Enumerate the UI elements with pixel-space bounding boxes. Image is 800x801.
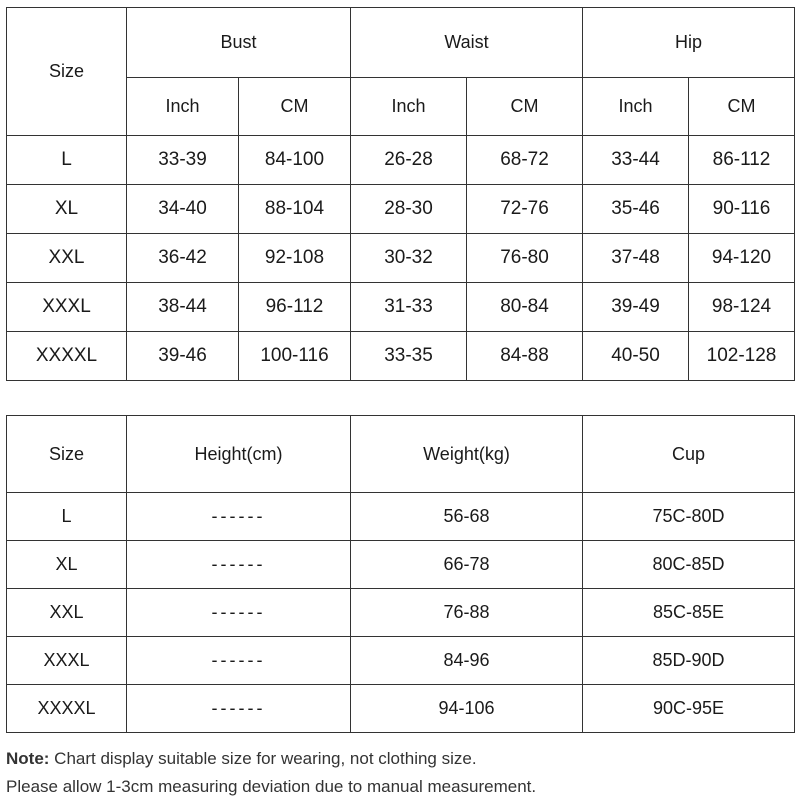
weight-cell: 94-106 <box>351 685 583 733</box>
hip-inch-cell: 39-49 <box>583 283 689 332</box>
hip-cm-cell: 86-112 <box>689 136 795 185</box>
hip-cm-cell: 94-120 <box>689 234 795 283</box>
size-cell: XL <box>7 185 127 234</box>
size-header: Size <box>7 416 127 493</box>
bust-inch-cell: 38-44 <box>127 283 239 332</box>
size-cell: L <box>7 493 127 541</box>
size-cell: XXXL <box>7 637 127 685</box>
waist-header: Waist <box>351 8 583 78</box>
hip-inch-cell: 33-44 <box>583 136 689 185</box>
bust-cm-cell: 92-108 <box>239 234 351 283</box>
waist-cm-cell: 72-76 <box>467 185 583 234</box>
waist-cm-header: CM <box>467 78 583 136</box>
hip-inch-cell: 35-46 <box>583 185 689 234</box>
waist-cm-cell: 68-72 <box>467 136 583 185</box>
bust-inch-header: Inch <box>127 78 239 136</box>
waist-cm-cell: 84-88 <box>467 332 583 381</box>
size-cell: XXXL <box>7 283 127 332</box>
weight-cell: 84-96 <box>351 637 583 685</box>
cup-cell: 75C-80D <box>583 493 795 541</box>
hip-inch-cell: 40-50 <box>583 332 689 381</box>
waist-cm-cell: 76-80 <box>467 234 583 283</box>
hip-inch-cell: 37-48 <box>583 234 689 283</box>
fit-reference-table <box>6 415 795 733</box>
bust-inch-cell: 39-46 <box>127 332 239 381</box>
height-cell: ------ <box>127 589 351 637</box>
hip-inch-header: Inch <box>583 78 689 136</box>
table-row <box>7 136 795 185</box>
bust-header: Bust <box>127 8 351 78</box>
body-measurements-table <box>6 7 795 381</box>
waist-inch-cell: 28-30 <box>351 185 467 234</box>
cup-cell: 85C-85E <box>583 589 795 637</box>
size-cell: XXXXL <box>7 332 127 381</box>
size-cell: XL <box>7 541 127 589</box>
bust-cm-cell: 100-116 <box>239 332 351 381</box>
height-cell: ------ <box>127 493 351 541</box>
waist-cm-cell: 80-84 <box>467 283 583 332</box>
table-row <box>7 283 795 332</box>
height-cell: ------ <box>127 541 351 589</box>
waist-inch-cell: 31-33 <box>351 283 467 332</box>
bust-cm-cell: 84-100 <box>239 136 351 185</box>
weight-header: Weight(kg) <box>351 416 583 493</box>
hip-cm-cell: 102-128 <box>689 332 795 381</box>
note-label: Note: <box>6 749 50 768</box>
size-cell: XXXXL <box>7 685 127 733</box>
cup-header: Cup <box>583 416 795 493</box>
height-header: Height(cm) <box>127 416 351 493</box>
bust-cm-cell: 96-112 <box>239 283 351 332</box>
cup-cell: 80C-85D <box>583 541 795 589</box>
weight-cell: 76-88 <box>351 589 583 637</box>
table-row <box>7 234 795 283</box>
notes <box>6 745 536 801</box>
size-header: Size <box>7 8 127 136</box>
waist-inch-header: Inch <box>351 78 467 136</box>
note-text: Chart display suitable size for wearing, not clothing size. <box>49 749 477 768</box>
note-line-1 <box>6 745 536 773</box>
hip-header: Hip <box>583 8 795 78</box>
cup-cell: 85D-90D <box>583 637 795 685</box>
table-row <box>7 637 795 685</box>
table-row <box>7 541 795 589</box>
size-cell: XXL <box>7 234 127 283</box>
note-line-2: Please allow 1-3cm measuring deviation due to manual measurement. <box>6 777 537 796</box>
cup-cell: 90C-95E <box>583 685 795 733</box>
bust-cm-header: CM <box>239 78 351 136</box>
size-cell: L <box>7 136 127 185</box>
height-cell: ------ <box>127 637 351 685</box>
waist-inch-cell: 30-32 <box>351 234 467 283</box>
waist-inch-cell: 33-35 <box>351 332 467 381</box>
waist-inch-cell: 26-28 <box>351 136 467 185</box>
weight-cell: 56-68 <box>351 493 583 541</box>
bust-inch-cell: 33-39 <box>127 136 239 185</box>
size-cell: XXL <box>7 589 127 637</box>
bust-inch-cell: 34-40 <box>127 185 239 234</box>
bust-inch-cell: 36-42 <box>127 234 239 283</box>
table-row <box>7 332 795 381</box>
hip-cm-cell: 90-116 <box>689 185 795 234</box>
table-row <box>7 685 795 733</box>
bust-cm-cell: 88-104 <box>239 185 351 234</box>
height-cell: ------ <box>127 685 351 733</box>
hip-cm-cell: 98-124 <box>689 283 795 332</box>
table-row <box>7 589 795 637</box>
weight-cell: 66-78 <box>351 541 583 589</box>
table-row <box>7 493 795 541</box>
hip-cm-header: CM <box>689 78 795 136</box>
table-row <box>7 185 795 234</box>
